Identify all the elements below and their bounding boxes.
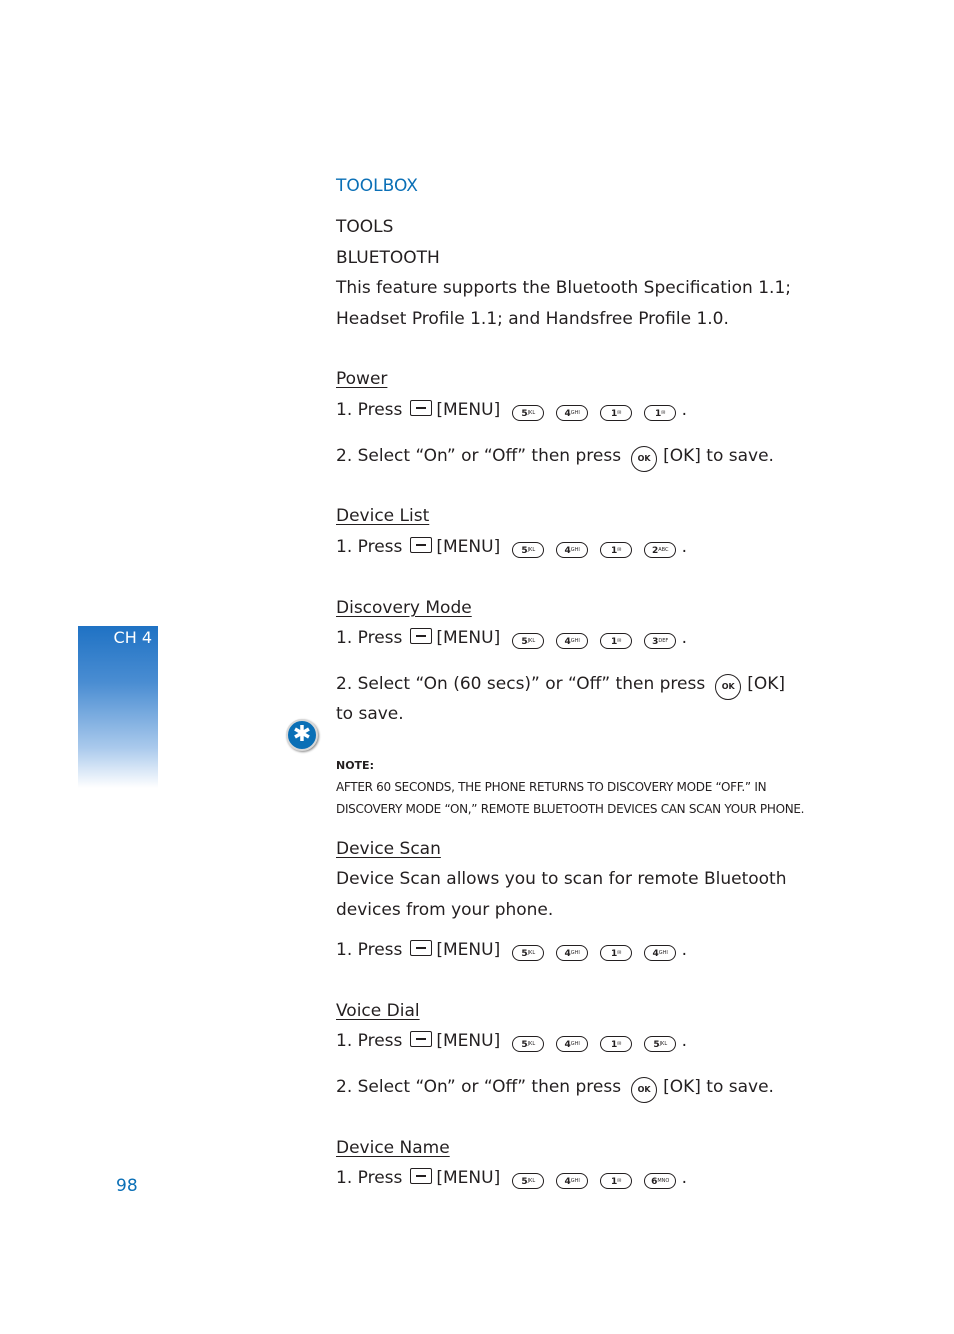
key-5-icon: $5^{JKL}$ [512, 1173, 544, 1189]
page-number: 98 [116, 1176, 138, 1196]
key-5-icon: $5^{JKL}$ [512, 945, 544, 961]
key-1-icon: 1✉ [600, 1036, 632, 1052]
intro-line-2: Headset Profile 1.1; and Handsfree Profile 1.0. [336, 309, 729, 329]
softkey-icon [410, 628, 432, 644]
key-3-icon: $3^{DEF}$ [644, 633, 676, 649]
device-scan-desc-1: Device Scan allows you to scan for remote Bluetooth [336, 869, 787, 889]
key-1-icon: 1✉ [600, 542, 632, 558]
device-scan-desc-2: devices from your phone. [336, 900, 554, 920]
device-list-heading: Device List [336, 506, 430, 526]
key-4-icon: $4^{GHI}$ [556, 945, 588, 961]
discovery-step-1: 1. Press [MENU] $5^{JKL}$ $4^{GHI}$ 1✉ $3^{DEF}$ . [336, 628, 688, 648]
subsection-title: TOOLS [336, 217, 394, 237]
key-4-icon: $4^{GHI}$ [556, 633, 588, 649]
softkey-icon [410, 400, 432, 416]
key-1-icon: 1✉ [600, 633, 632, 649]
power-heading: Power [336, 369, 388, 389]
note-asterisk-icon: ✱ [286, 719, 318, 751]
voice-dial-step-2: 2. Select “On” or “Off” then press OK [OK] to save. [336, 1077, 774, 1103]
voice-dial-step-1: 1. Press [MENU] $5^{JKL}$ $4^{GHI}$ 1✉ $5^{JKL}$ . [336, 1031, 688, 1051]
key-1-icon: 1✉ [600, 405, 632, 421]
key-1-icon: 1✉ [600, 945, 632, 961]
intro-line-1: This feature supports the Bluetooth Specification 1.1; [336, 278, 791, 298]
key-5-icon: $5^{JKL}$ [512, 633, 544, 649]
chapter-label: CH 4 [113, 628, 152, 647]
softkey-icon [410, 1168, 432, 1184]
feature-title: BLUETOOTH [336, 248, 440, 268]
device-scan-heading: Device Scan [336, 839, 441, 859]
voice-dial-heading: Voice Dial [336, 1001, 420, 1021]
key-4-icon: $4^{GHI}$ [556, 1173, 588, 1189]
chapter-tab [78, 626, 158, 788]
discovery-step-2-cont: to save. [336, 704, 404, 724]
discovery-step-2: 2. Select “On (60 secs)” or “Off” then press OK [OK] [336, 674, 785, 700]
press-label: 1. Press [336, 400, 403, 420]
discovery-heading: Discovery Mode [336, 598, 472, 618]
key-5-icon: $5^{JKL}$ [512, 405, 544, 421]
key-2-icon: $2^{ABC}$ [644, 542, 676, 558]
ok-key-icon: OK [631, 446, 657, 472]
key-5-icon: $5^{JKL}$ [512, 542, 544, 558]
device-name-heading: Device Name [336, 1138, 450, 1158]
section-title: TOOLBOX [336, 176, 418, 196]
key-6-icon: $6^{MNO}$ [644, 1173, 676, 1189]
key-5-icon: $5^{JKL}$ [512, 1036, 544, 1052]
menu-label: [MENU] [436, 400, 501, 420]
power-step-1 [336, 400, 687, 421]
key-5-icon: $5^{JKL}$ [644, 1036, 676, 1052]
power-step-2: 2. Select “On” or “Off” then press OK [OK] to save. [336, 446, 774, 472]
device-list-step-1: 1. Press [MENU] $5^{JKL}$ $4^{GHI}$ 1✉ $2^{ABC}$ . [336, 537, 688, 557]
softkey-icon [410, 1031, 432, 1047]
key-1-icon: 1✉ [644, 405, 676, 421]
ok-key-icon: OK [715, 674, 741, 700]
note-line-2: DISCOVERY MODE “ON,” REMOTE BLUETOOTH DEVICES CAN SCAN YOUR PHONE. [336, 802, 805, 816]
period: . [681, 400, 688, 420]
softkey-icon [410, 537, 432, 553]
key-4-icon: $4^{GHI}$ [644, 945, 676, 961]
softkey-icon [410, 940, 432, 956]
note-line-1: AFTER 60 SECONDS, THE PHONE RETURNS TO DISCOVERY MODE “OFF.” IN [336, 780, 767, 794]
key-1-icon: 1✉ [600, 1173, 632, 1189]
device-name-step-1: 1. Press [MENU] $5^{JKL}$ $4^{GHI}$ 1✉ $6^{MNO}$ . [336, 1168, 688, 1188]
key-4-icon: $4^{GHI}$ [556, 542, 588, 558]
key-4-icon: $4^{GHI}$ [556, 1036, 588, 1052]
ok-key-icon: OK [631, 1077, 657, 1103]
note-title: NOTE: [336, 759, 374, 772]
key-4-icon: $4^{GHI}$ [556, 405, 588, 421]
device-scan-step-1: 1. Press [MENU] $5^{JKL}$ $4^{GHI}$ 1✉ $4^{GHI}$ . [336, 940, 688, 960]
